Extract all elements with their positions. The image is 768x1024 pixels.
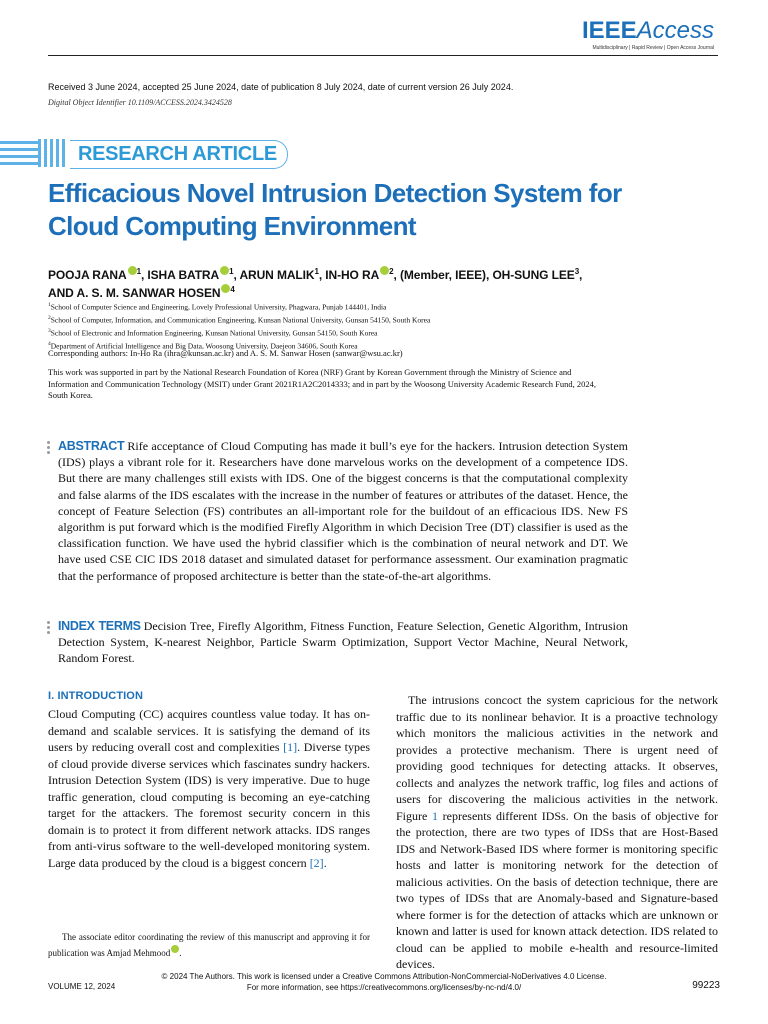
index-terms-text: Decision Tree, Firefly Algorithm, Fitness Function, Feature Selection, Genetic Algorithm, Intrusion Detection System, K-nearest Neighbor, Particle Swarm Optimization, Support Vector Machine, Neural Network, Random Forest.	[58, 619, 628, 666]
banner-stripes	[0, 137, 68, 169]
orcid-icon[interactable]	[171, 945, 179, 953]
figure-link[interactable]: 1	[432, 808, 438, 823]
affiliation: $^2$School of Computer, Information, and Communication Engineering, Kunsan National University, Gunsan 54150, South Korea	[48, 315, 431, 325]
affiliation-list	[48, 300, 430, 352]
index-terms-marker	[47, 621, 51, 636]
author-list: POOJA RANA $^1$, ISHA BATRA $^1$, ARUN MALIK$^1$, IN-HO RA $^2$, (Member, IEEE), OH-SUNG LEE$^3$, AND A. S. M. SANWAR HOSEN $^4$	[48, 267, 583, 300]
abstract	[58, 438, 628, 584]
abstract-marker	[47, 441, 51, 456]
author-name: POOJA RANA	[48, 268, 127, 282]
logo-tagline: Multidisciplinary | Rapid Review | Open Access Journal	[592, 45, 714, 51]
orcid-icon[interactable]	[220, 266, 229, 275]
index-terms	[58, 618, 628, 667]
citation-link[interactable]: [2]	[309, 855, 324, 870]
author-affiliation-number: 1	[314, 267, 319, 276]
article-type-label: RESEARCH ARTICLE	[70, 140, 288, 169]
affiliation: $^1$School of Computer Science and Engineering, Lovely Professional University, Phagwara, Punjab 144401, India	[48, 302, 387, 312]
logo-ieee: IEEE	[581, 17, 637, 44]
publication-history: Received 3 June 2024, accepted 25 June 2024, date of publication 8 July 2024, date of current version 26 July 2024.	[48, 82, 514, 92]
header-rule	[48, 55, 718, 56]
abstract-text: Rife acceptance of Cloud Computing has made it bull’s eye for the hackers. Intrusion detection System (IDS) plays a vibrant role for it. Researchers have done marvelous works on the development of a competence IDS. But there are many challenges still exists with IDS. One of the biggest concerns is that the computational complexity and false alarms of the IDS escalates with the increase in the number of features or attributes of the dataset. Hence, the concept of Feature Selection (FS) contributes an all-important role for the buildout of an efficacious IDS. New FS algorithm is put forward which is the modified Firefly Algorithm in which Decision Tree (DT) classifier is used as the classification function. We have used the hybrid classifier which is the combination of neural network and DT. We have used CSE CIC IDS 2018 dataset and simulated dataset for performance assessment. Our examination pragmatic that the performance of proposed architecture is better than the state-of-the-art algorithms.	[58, 439, 628, 583]
index-terms-label: INDEX TERMS	[58, 619, 141, 633]
body-column-right: The intrusions concoct the system capricious for the network traffic due to its nonlinear behavior. It is a proactive technology which monitors the malicious activities in the network and provides a protective mechanism. There is urgent need of providing good techniques for detecting attacks. It observes, collects and analyzes the network traffic, log files and actions of users for discovering the malicious activities in the network. Figure 1 represents different IDSs. On the basis of objective for the protection, there are two types of IDSs that are Host-Based IDS and Network-Based IDS where former is monitoring specific hosts and latter is monitoring network for the detection of malicious activities. On the basis of detection technique, there are two types of IDSs that are Anomaly-based and Signature-based where former is for the detection of attacks which are unknown or known and latter is used for known attack detection. IDS related to cloud can be applied to mobile e-health and resource-limited devices.	[396, 693, 718, 971]
corresponding-authors: Corresponding authors: In-Ho Ra (ihra@kunsan.ac.kr) and A. S. M. Sanwar Hosen (sanwar@wsu.ac.kr)	[48, 348, 403, 358]
license-notice: © 2024 The Authors. This work is licensed under a Creative Commons Attribution-NonCommercial-NoDerivatives 4.0 License. For more information, see https://creativecommons.org/licenses/by-nc-nd/4.0/	[0, 971, 768, 993]
author-name: ISHA BATRA	[147, 268, 220, 282]
body-column-left: Cloud Computing (CC) acquires countless value today. It has on-demand and scalable services. It is satisfying the demand of its users by reducing overall cost and complexities [1]. Diverse types of cloud provide diverse services which fascinates sundry hackers. Intrusion Detection System (IDS) is very imperative. Due to huge traffic generation, cloud computing is becoming an eye-catching target for the attackers. The foremost security concern in this domain is to protect it from different network attacks. IDS ranges from anti-virus software to the well-developed monitoring system. Large data produced by the cloud is a biggest concern [2].	[48, 707, 370, 870]
abstract-label: ABSTRACT	[58, 439, 125, 453]
author-name: IN-HO RA	[325, 268, 380, 282]
author-affiliation-number: 4	[230, 285, 235, 294]
author-name: A. S. M. SANWAR HOSEN	[76, 286, 221, 300]
page-number: 99223	[692, 980, 720, 991]
affiliation: $^4$Department of Artificial Intelligence and Big Data, Woosong University, Daejeon 34606, South Korea	[48, 341, 358, 351]
section-heading-introduction: I. INTRODUCTION	[48, 690, 143, 702]
orcid-icon[interactable]	[128, 266, 137, 275]
author-affiliation-number: 3	[574, 267, 580, 276]
author-affiliation-number: 1	[229, 267, 234, 276]
volume-info: VOLUME 12, 2024	[48, 982, 116, 991]
journal-logo	[582, 18, 714, 51]
doi: Digital Object Identifier 10.1109/ACCESS.2024.3424528	[48, 98, 232, 107]
author-name: ARUN MALIK	[239, 268, 315, 282]
funding-statement: This work was supported in part by the National Research Foundation of Korea (NRF) Grant by Korean Government through the Ministry of Science and Information and Communication Technology (MSIT) under Grant 2021R1A2C2014333; and in part by the Woosong University Academic Research Fund, 2024, South Korea.	[48, 367, 596, 400]
citation-link[interactable]: [1]	[283, 740, 298, 754]
paper-title: Efficacious Novel Intrusion Detection System for Cloud Computing Environment	[48, 178, 622, 241]
orcid-icon[interactable]	[380, 266, 389, 275]
logo-access: Access	[636, 17, 714, 44]
affiliation: $^3$School of Electronic and Information Engineering, Kunsan National University, Gunsan 54150, South Korea	[48, 328, 378, 338]
author-affiliation-number: 2	[389, 267, 394, 276]
author-name: OH-SUNG LEE	[492, 268, 575, 282]
author-affiliation-number: 1	[136, 267, 141, 276]
editor-footnote: The associate editor coordinating the review of this manuscript and approving it for publication was Amjad Mehmood .	[48, 932, 370, 958]
license-link[interactable]: For more information, see https://creativecommons.org/licenses/by-nc-nd/4.0/	[246, 983, 522, 992]
